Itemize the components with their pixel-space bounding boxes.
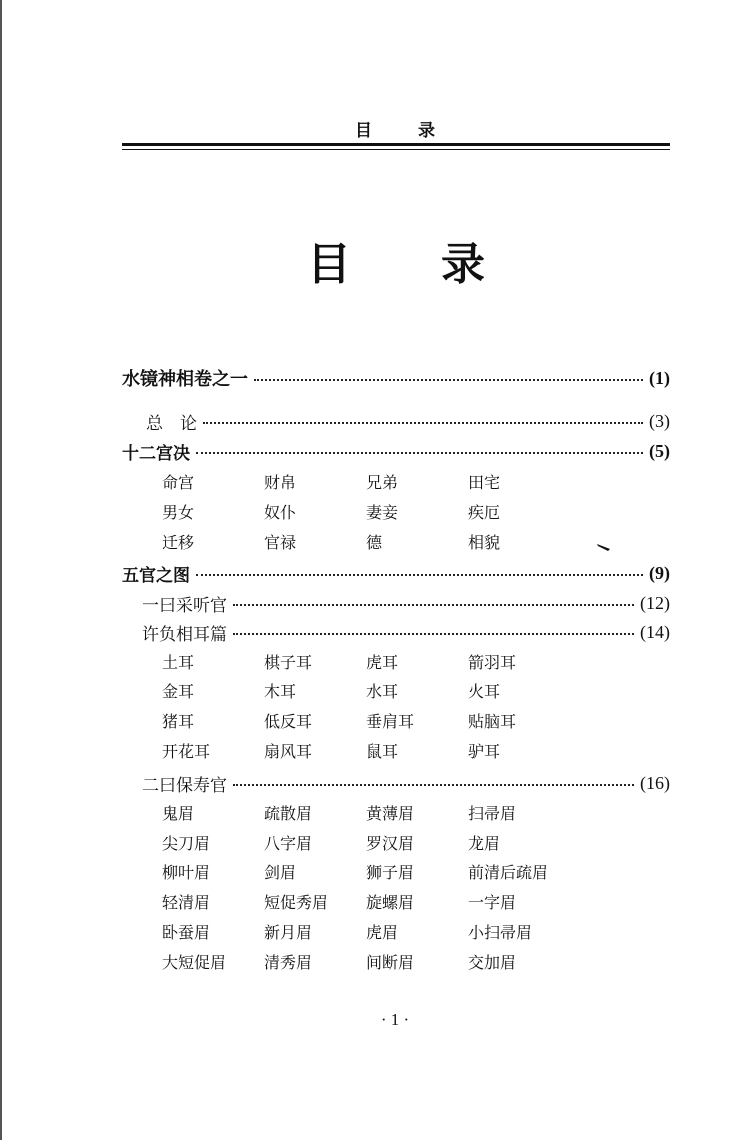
toc-subitem[interactable]: 火耳 [468,682,501,701]
toc-subitem[interactable]: 木耳 [264,682,297,701]
toc-subitem-row [162,739,588,765]
toc-subitem[interactable]: 金耳 [162,682,195,701]
toc-subitem[interactable]: 虎耳 [366,653,399,672]
header-rule-thin [122,149,670,150]
page-title-char-1: 目 [307,239,351,290]
toc-entry-five-organs[interactable] [122,559,670,587]
toc-subitem-row [162,801,588,827]
toc-leader-dots [196,452,643,454]
toc-entry-longevity[interactable] [142,769,670,797]
toc-subitem-row [162,679,588,705]
toc-subitem-row [162,860,588,886]
toc-label: 十二宫决 [122,443,190,464]
toc-subitem[interactable]: 贴脑耳 [468,712,517,731]
toc-leader-dots [254,379,643,381]
toc-page-number: (12) [640,592,670,613]
toc-subitem[interactable]: 虎眉 [366,923,399,942]
toc-page-number: (16) [640,772,670,793]
toc-subitem-row [162,831,588,857]
toc-subitem-row [162,890,588,916]
toc-subitem[interactable]: 疏散眉 [264,804,313,823]
toc-subitem[interactable]: 棋子耳 [264,653,313,672]
toc-subitem[interactable]: 间断眉 [366,953,415,972]
toc-subitem[interactable]: 交加眉 [468,953,517,972]
toc-subitem-row [162,650,588,676]
toc-subitem-row [162,709,588,735]
toc-subitem[interactable]: 官禄 [264,533,297,552]
toc-leader-dots [233,784,634,786]
toc-subitem[interactable]: 尖刀眉 [162,834,211,853]
toc-subitem[interactable]: 水耳 [366,682,399,701]
toc-label: 水镜神相卷之一 [122,369,248,390]
running-head-char-1: 目 [355,121,374,141]
toc-subitem[interactable]: 德 [366,533,383,552]
toc-subitem[interactable]: 黄薄眉 [366,804,415,823]
toc-label: 总 论 [146,413,197,434]
toc-subitem[interactable]: 扫帚眉 [468,804,517,823]
toc-entry-palaces[interactable] [122,437,670,465]
toc-leader-dots [233,633,634,635]
toc-label: 一曰采听官 [142,595,227,616]
toc-subitem[interactable]: 开花耳 [162,742,211,761]
toc-subitem[interactable]: 龙眉 [468,834,501,853]
toc-subitem[interactable]: 扇风耳 [264,742,313,761]
toc-subitem[interactable]: 土耳 [162,653,195,672]
toc-subitem[interactable]: 轻清眉 [162,893,211,912]
toc-subitem[interactable]: 一字眉 [468,893,517,912]
toc-subitem[interactable]: 鬼眉 [162,804,195,823]
toc-subitem[interactable]: 垂肩耳 [366,712,415,731]
page-number: · 1 · [380,1010,410,1029]
toc-subitem-row [162,530,588,556]
toc-entry-volume[interactable] [122,364,670,392]
toc-subitem[interactable]: 短促秀眉 [264,893,329,912]
toc-subitem[interactable]: 驴耳 [468,742,501,761]
toc-subitem[interactable]: 命宫 [162,473,195,492]
toc-subitem[interactable]: 罗汉眉 [366,834,415,853]
toc-subitem[interactable]: 剑眉 [264,863,297,882]
ink-smudge-mark [597,543,611,551]
toc-subitem[interactable]: 财帛 [264,473,297,492]
toc-subitem-row [162,500,588,526]
toc-subitem[interactable]: 兄弟 [366,473,399,492]
toc-subitem[interactable]: 低反耳 [264,712,313,731]
header-rule-thick [122,143,670,146]
toc-subitem[interactable]: 清秀眉 [264,953,313,972]
toc-subitem[interactable]: 田宅 [468,473,501,492]
toc-subitem[interactable]: 狮子眉 [366,863,415,882]
toc-subitem[interactable]: 男女 [162,503,195,522]
toc-page-number: (3) [649,410,670,431]
toc-page-number: (9) [649,562,670,583]
toc-subitem[interactable]: 小扫帚眉 [468,923,533,942]
toc-label: 五官之图 [122,565,190,586]
toc-subitem-row [162,920,588,946]
toc-page-number: (1) [649,367,670,388]
toc-leader-dots [233,604,634,606]
toc-subitem[interactable]: 疾厄 [468,503,501,522]
toc-leader-dots [203,422,643,424]
toc-subitem[interactable]: 大短促眉 [162,953,227,972]
toc-page-number: (14) [640,621,670,642]
toc-subitem[interactable]: 迁移 [162,533,195,552]
toc-subitem[interactable]: 前清后疏眉 [468,863,549,882]
running-head [122,116,670,141]
toc-subitem[interactable]: 猪耳 [162,712,195,731]
toc-subitem[interactable]: 旋螺眉 [366,893,415,912]
toc-subitem[interactable]: 八字眉 [264,834,313,853]
toc-entry-hearing[interactable] [142,589,670,617]
toc-subitem[interactable]: 相貌 [468,533,501,552]
toc-subitem[interactable]: 箭羽耳 [468,653,517,672]
page-edge [0,0,2,1140]
page-title [122,228,670,292]
page-title-char-2: 录 [441,239,485,290]
toc-subitem-row [162,470,588,496]
toc-subitem-row [162,950,588,976]
toc-subitem[interactable]: 新月眉 [264,923,313,942]
toc-entry-general[interactable] [146,407,670,435]
toc-subitem[interactable]: 妻妾 [366,503,399,522]
toc-subitem[interactable]: 卧蚕眉 [162,923,211,942]
toc-subitem[interactable]: 柳叶眉 [162,863,211,882]
toc-leader-dots [196,574,643,576]
toc-label: 二曰保寿官 [142,775,227,796]
toc-subitem[interactable]: 鼠耳 [366,742,399,761]
toc-page-number: (5) [649,440,670,461]
toc-label: 许负相耳篇 [142,624,227,645]
toc-entry-ears[interactable] [142,618,670,646]
toc-subitem[interactable]: 奴仆 [264,503,297,522]
running-head-char-2: 录 [418,121,437,141]
